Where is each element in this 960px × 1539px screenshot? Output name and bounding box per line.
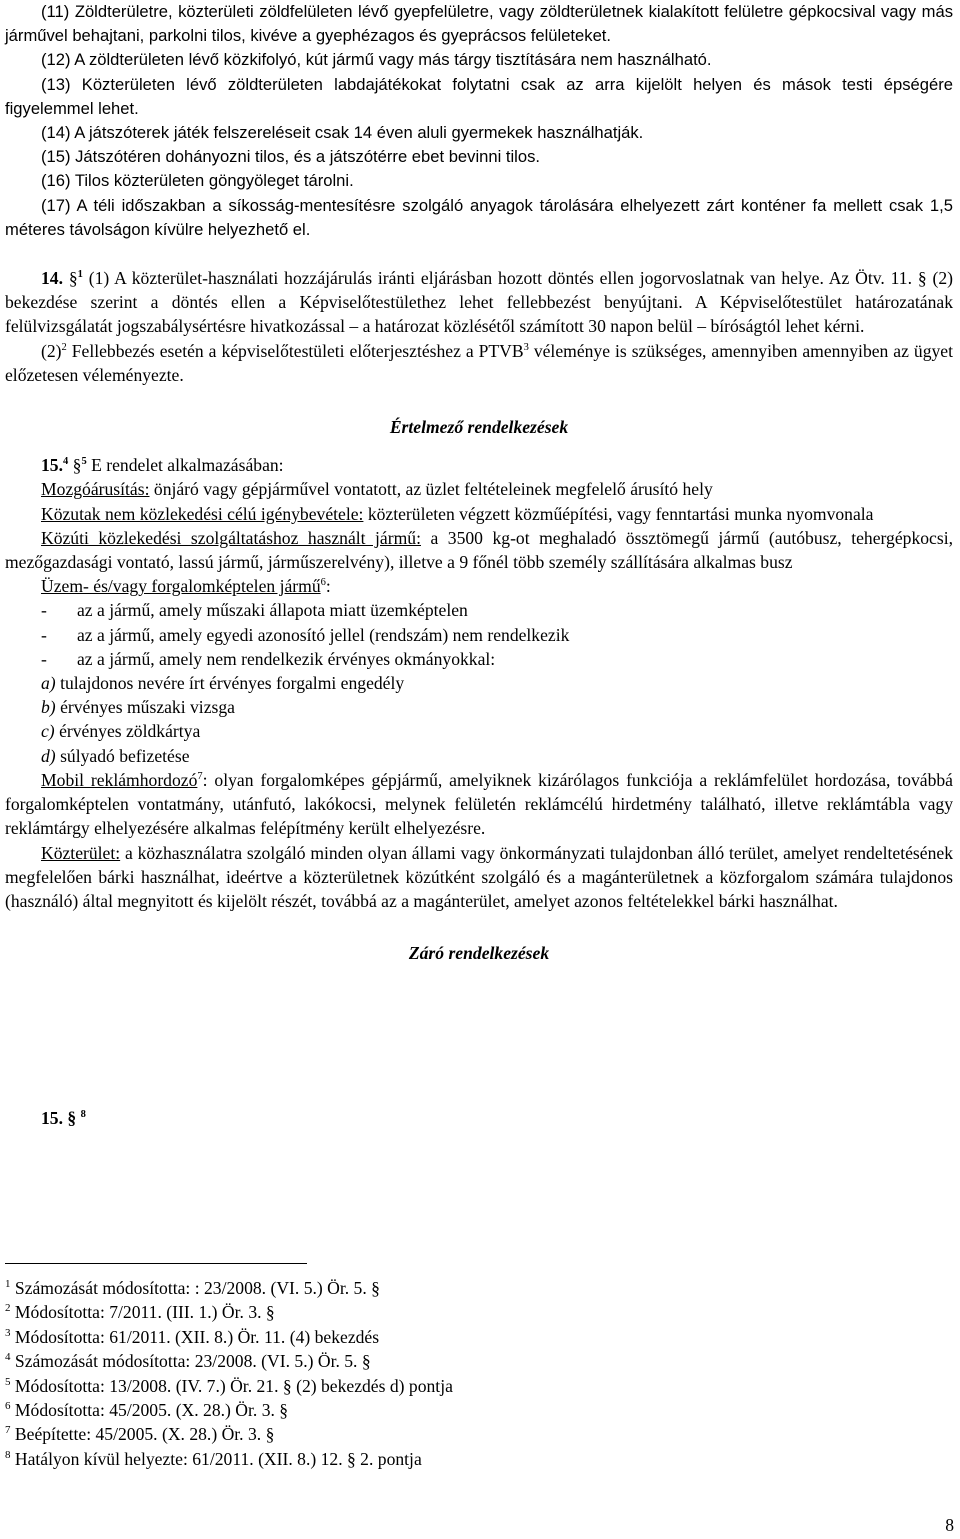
footnote-ref: 5: [81, 456, 87, 468]
heading-definitions: Értelmező rendelkezések: [389, 417, 569, 438]
footnote-text: Beépítette: 45/2005. (X. 28.) Ör. 3. §: [14, 1424, 275, 1445]
footnote: [5, 1374, 905, 1398]
footnotes: [5, 1276, 905, 1471]
paragraph-17: (17) A téli időszakban a síkosság-mentesítésre szolgáló anyagok tárolására elhelyezett zárt konténer fa mellett csak 1,5 méteres távolságon kívülre helyezhető el.: [5, 195, 953, 239]
paragraph-text: Fellebbezés esetén a képviselőtestületi előterjesztéshez a PTVB: [71, 340, 524, 361]
bullet-dash: -: [41, 648, 47, 669]
definition-text: önjáró vagy gépjárművel vontatott, az üzlet feltételeinek megfelelő árusító hely: [153, 479, 713, 500]
definition-mozgoarusitas: [5, 477, 953, 501]
section-symbol: §: [67, 1108, 77, 1128]
definition-text: közterületen végzett közműépítési, vagy fenntartási munka nyomvonala: [367, 503, 874, 524]
definition-term: Közutak nem közlekedési célú igénybevétele:: [41, 503, 364, 524]
section-14-text: (1) A közterület-használati hozzájárulás iránti eljárásban hozott döntés ellen jogorvoslatnak van helye. Az Ötv. 11. § (2) bekezdése szerint a döntés ellen a Képviselőtestülethez lehet fellebbezést benyújtani. A Képviselőtestület határozatának felülvizsgálatát jogszabálysértésre hivatkozással – a határozat közlésétől számított 30 napon belül – bíróságtól lehet kérni.: [5, 268, 953, 337]
sub-item-c: [5, 719, 953, 743]
footnote-ref: 3: [523, 341, 529, 353]
footnote-separator: [5, 1263, 307, 1264]
definition-term: Közterület:: [41, 842, 121, 863]
section-15-closing: [41, 1108, 86, 1129]
footnote-text: Módosította: 61/2011. (XII. 8.) Ör. 11. (4) bekezdés: [14, 1326, 380, 1347]
footnote-text: Számozását módosította: : 23/2008. (VI. 5.) Ör. 5. §: [14, 1278, 380, 1298]
sub-item-d: [5, 744, 953, 768]
footnote-number: 8: [5, 1448, 11, 1461]
sub-item-a: [5, 671, 953, 695]
footnote: [5, 1325, 905, 1349]
footnote: [5, 1447, 905, 1471]
paragraph-14: (14) A játszóterek játék felszereléseit csak 14 éven aluli gyermekek használhatják.: [41, 123, 644, 143]
sub-item-text: érvényes műszaki vizsga: [60, 697, 235, 718]
definition-uzemkeptelen-jarmu: [5, 574, 953, 598]
footnote: [5, 1398, 905, 1422]
sub-item-text: tulajdonos nevére írt érvényes forgalmi engedély: [60, 673, 405, 694]
section-14-paragraph-2: [5, 339, 953, 387]
definition-text: : olyan forgalomképes gépjármű, amelyiknek kizárólagos funkciója a reklámfelület hordozása, továbbá forgalomképtelen vontatmány, utánfutó, lakókocsi, melynek felületén reklámcélú hirdetmény található, illetve reklámtábla vagy reklámtárgy elhelyezésére alkalmas felépítmény került elhelyezésre.: [5, 769, 953, 839]
paragraph-15: (15) Játszótéren dohányozni tilos, és a játszótérre ebet bevinni tilos.: [41, 147, 541, 167]
colon: :: [325, 576, 331, 597]
section-15-intro: [5, 453, 953, 477]
footnote-number: 1: [5, 1278, 11, 1291]
footnote: [5, 1276, 905, 1300]
definition-kozutak: [5, 502, 953, 526]
sub-item-label: d): [41, 745, 56, 766]
footnote-ref: 7: [197, 771, 203, 783]
definition-mobil-reklamhordozo: [5, 768, 953, 841]
list-item: [5, 647, 953, 671]
footnote-text: Módosította: 7/2011. (III. 1.) Ör. 3. §: [14, 1302, 275, 1323]
section-14-paragraph-1: [5, 266, 953, 339]
footnote-ref: 2: [61, 341, 67, 353]
footnote-ref: 1: [77, 269, 83, 281]
footnote-text: Számozását módosította: 23/2008. (VI. 5.) Ör. 5. §: [14, 1351, 371, 1372]
section-symbol: §: [68, 268, 78, 289]
definition-term: Mozgóárusítás:: [41, 479, 150, 500]
paragraph-12: (12) A zöldterületen lévő közkifolyó, kút jármű vagy más tárgy tisztítására nem használható.: [41, 50, 712, 70]
list-item-text: az a jármű, amely egyedi azonosító jellel (rendszám) nem rendelkezik: [77, 624, 570, 645]
footnote-number: 5: [5, 1375, 11, 1388]
sub-item-label: b): [41, 697, 56, 718]
definition-term: Közúti közlekedési szolgáltatáshoz használt jármű:: [41, 527, 421, 548]
bullet-dash: -: [41, 624, 47, 645]
footnote-number: 3: [5, 1326, 11, 1339]
sub-item-label: c): [41, 721, 55, 742]
footnote-number: 7: [5, 1424, 11, 1437]
footnote-number: 4: [5, 1351, 11, 1364]
heading-closing: Záró rendelkezések: [408, 943, 550, 964]
paragraph-label: (2): [41, 340, 62, 361]
paragraph-13: (13) Közterületen lévő zöldterületen labdajátékokat folytatni csak az arra kijelölt helyen és mások testi épségére figyelemmel lehet.: [5, 74, 953, 118]
section-intro-text: E rendelet alkalmazásában:: [91, 455, 284, 476]
footnote-number: 2: [5, 1302, 11, 1315]
section-number: 15.: [41, 455, 63, 476]
footnote: [5, 1422, 905, 1446]
footnote-ref: 4: [63, 456, 69, 468]
section-number: 15.: [41, 1108, 63, 1128]
definition-term: Mobil reklámhordozó: [41, 769, 198, 790]
definition-term: Üzem- és/vagy forgalomképtelen jármű: [41, 576, 321, 597]
definition-text: a 3500 kg-ot meghaladó össztömegű jármű (autóbusz, tehergépkocsi, mezőgazdasági vontató, lassú jármű, járműszerelvény), illetve a 9 főnél több személy szállítására alkalmas busz: [5, 527, 953, 573]
definition-kozuti-jarmu: [5, 526, 953, 574]
list-item: [5, 623, 953, 647]
list-item-text: az a jármű, amely nem rendelkezik érvényes okmányokkal:: [77, 648, 496, 669]
footnote-number: 6: [5, 1400, 11, 1413]
page-number: 8: [945, 1515, 954, 1535]
footnote: [5, 1300, 905, 1324]
footnote-text: Hatályon kívül helyezte: 61/2011. (XII. 8.) 12. § 2. pontja: [14, 1448, 422, 1469]
section-number: 14.: [41, 268, 63, 289]
section-symbol: §: [72, 455, 82, 476]
paragraph-text: véleménye is szükséges, amennyiben amennyiben az ügyet előzetesen véleményezte.: [5, 340, 953, 385]
document-page: [5, 0, 953, 965]
sub-item-text: súlyadó befizetése: [60, 745, 190, 766]
paragraph-11: (11) Zöldterületre, közterületi zöldfelületen lévő gyepfelületre, vagy zöldterületnek kialakított felületre gépkocsival vagy más járművel behajtani, parkolni tilos, kivéve a gyephézagos és gyeprácsos felületeket.: [5, 2, 953, 46]
list-item-text: az a jármű, amely műszaki állapota miatt üzemképtelen: [77, 600, 468, 621]
paragraph-16: (16) Tilos közterületen göngyöleget tárolni.: [41, 171, 354, 191]
list-item: [5, 598, 953, 622]
definition-text: a közhasználatra szolgáló minden olyan állami vagy önkormányzati tulajdonban álló terület, amelyet rendeltetésének megfelelően bárki használhat, ideértve a közterületnek közútként szolgáló és a magánterületnek a közforgalom számára tulajdonos (használó) által megnyitott és kijelölt részét, továbbá az a magánterület, amelyet azonos feltételekkel bárki használhat.: [5, 842, 953, 911]
bullet-dash: -: [41, 600, 47, 621]
footnote-ref: 8: [80, 1109, 86, 1121]
definition-kozterulet: [5, 841, 953, 914]
sub-item-text: érvényes zöldkártya: [59, 721, 201, 742]
footnote-ref: 6: [320, 577, 326, 589]
sub-item-label: a): [41, 673, 56, 694]
footnote: [5, 1349, 905, 1373]
sub-item-b: [5, 695, 953, 719]
footnote-text: Módosította: 13/2008. (IV. 7.) Ör. 21. § (2) bekezdés d) pontja: [14, 1375, 453, 1396]
footnote-text: Módosította: 45/2005. (X. 28.) Ör. 3. §: [14, 1400, 289, 1421]
